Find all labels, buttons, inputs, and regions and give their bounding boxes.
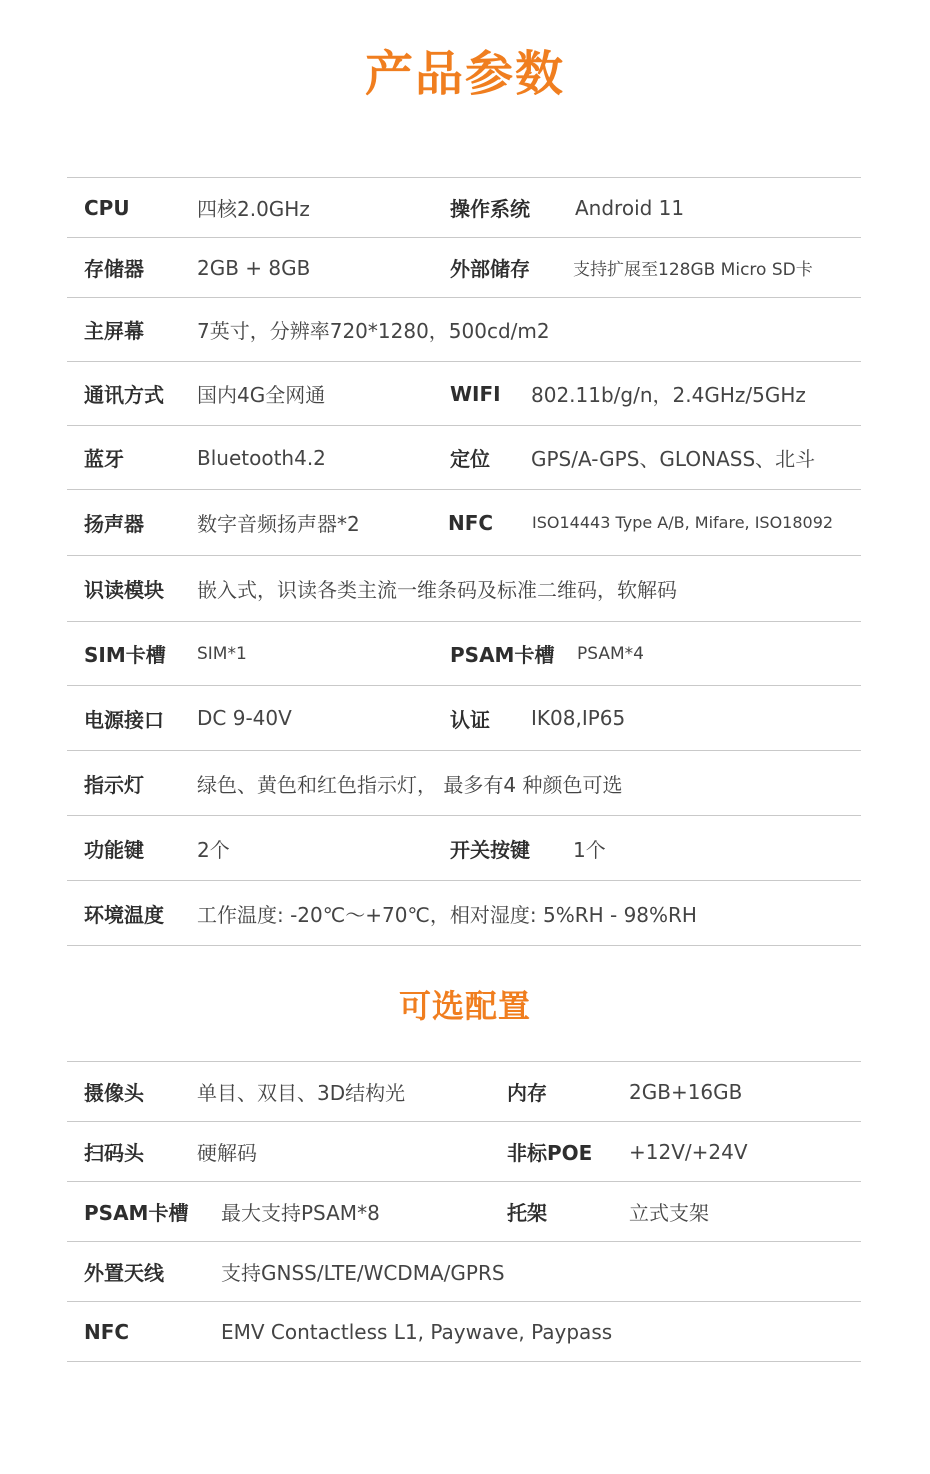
spec-value: 802.11b/g/n，2.4GHz/5GHz xyxy=(531,383,806,407)
spec-value: SIM*1 xyxy=(197,643,247,664)
spec-label: 功能键 xyxy=(84,837,144,862)
spec-label: 主屏幕 xyxy=(84,319,144,343)
optional-value: +12V/+24V xyxy=(629,1139,748,1164)
spec-label: NFC xyxy=(448,510,494,535)
spec-label: 操作系统 xyxy=(450,197,530,221)
spec-value: 数字音频扬声器*2 xyxy=(197,512,360,536)
spec-row xyxy=(67,881,861,946)
spec-row xyxy=(67,490,861,556)
optional-row xyxy=(67,1182,861,1242)
spec-row xyxy=(67,298,861,362)
page-title: 产品参数 xyxy=(364,46,565,102)
optional-value: 硬解码 xyxy=(197,1141,257,1165)
optional-label: 托架 xyxy=(507,1201,547,1225)
spec-label: 通讯方式 xyxy=(84,383,164,407)
spec-value: 工作温度: -20℃～+70℃，相对湿度: 5%RH - 98%RH xyxy=(197,902,697,927)
spec-label: PSAM卡槽 xyxy=(450,643,555,667)
optional-value: 支持GNSS/LTE/WCDMA/GPRS xyxy=(221,1261,505,1285)
spec-label: 电源接口 xyxy=(84,707,164,732)
spec-value: 四核2.0GHz xyxy=(197,197,310,221)
spec-value: IK08,IP65 xyxy=(531,706,626,730)
spec-label: 开关按键 xyxy=(450,837,530,862)
spec-row xyxy=(67,178,861,238)
spec-row xyxy=(67,686,861,751)
spec-value: 2个 xyxy=(197,837,230,862)
spec-label: 环境温度 xyxy=(84,902,164,927)
spec-label: 定位 xyxy=(450,447,490,471)
spec-value: 绿色、黄色和红色指示灯， 最多有4 种颜色可选 xyxy=(197,772,623,797)
optional-label: 外置天线 xyxy=(84,1261,164,1285)
spec-label: SIM卡槽 xyxy=(84,643,166,667)
optional-label: 扫码头 xyxy=(84,1141,144,1165)
spec-row xyxy=(67,362,861,426)
optional-value: EMV Contactless L1, Paywave, Paypass xyxy=(221,1319,613,1344)
section-title: 可选配置 xyxy=(398,987,531,1025)
spec-row xyxy=(67,816,861,881)
optional-row xyxy=(67,1062,861,1122)
spec-row xyxy=(67,238,861,298)
optional-value: 最大支持PSAM*8 xyxy=(221,1201,380,1225)
spec-row xyxy=(67,426,861,490)
spec-value: 国内4G全网通 xyxy=(197,383,326,407)
spec-label: 扬声器 xyxy=(84,512,144,536)
spec-value: GPS/A-GPS、GLONASS、北斗 xyxy=(531,447,816,471)
optional-value: 立式支架 xyxy=(629,1201,709,1225)
spec-value: 7英寸，分辨率720*1280，500cd/m2 xyxy=(197,319,550,343)
spec-value: DC 9-40V xyxy=(197,706,292,730)
optional-label: NFC xyxy=(84,1319,130,1344)
optional-table xyxy=(67,1061,861,1362)
spec-value: 1个 xyxy=(573,837,606,862)
spec-value: Android 11 xyxy=(575,195,685,220)
spec-label: 识读模块 xyxy=(84,578,164,602)
spec-label: 蓝牙 xyxy=(84,447,124,471)
spec-value: Bluetooth4.2 xyxy=(197,445,326,470)
spec-table xyxy=(67,177,861,946)
spec-value: PSAM*4 xyxy=(577,643,644,664)
optional-label: PSAM卡槽 xyxy=(84,1201,189,1225)
optional-row xyxy=(67,1302,861,1362)
spec-value: 2GB + 8GB xyxy=(197,255,311,280)
spec-row xyxy=(67,622,861,686)
spec-label: 外部储存 xyxy=(450,257,530,281)
optional-label: 内存 xyxy=(507,1081,547,1105)
spec-label: 指示灯 xyxy=(84,772,144,797)
spec-row xyxy=(67,556,861,622)
spec-value: ISO14443 Type A/B, Mifare, ISO18092 xyxy=(532,513,834,532)
optional-value: 单目、双目、3D结构光 xyxy=(197,1081,406,1105)
optional-value: 2GB+16GB xyxy=(629,1079,743,1104)
spec-label: WIFI xyxy=(450,381,501,406)
spec-label: CPU xyxy=(84,195,130,220)
spec-label: 认证 xyxy=(450,707,490,732)
spec-label: 存储器 xyxy=(84,257,144,281)
spec-value: 嵌入式，识读各类主流一维条码及标准二维码，软解码 xyxy=(197,578,677,602)
spec-row xyxy=(67,751,861,816)
optional-label: 摄像头 xyxy=(84,1081,144,1105)
optional-label: 非标POE xyxy=(507,1141,593,1165)
spec-value: 支持扩展至128GB Micro SD卡 xyxy=(573,260,813,280)
optional-row xyxy=(67,1122,861,1182)
optional-row xyxy=(67,1242,861,1302)
